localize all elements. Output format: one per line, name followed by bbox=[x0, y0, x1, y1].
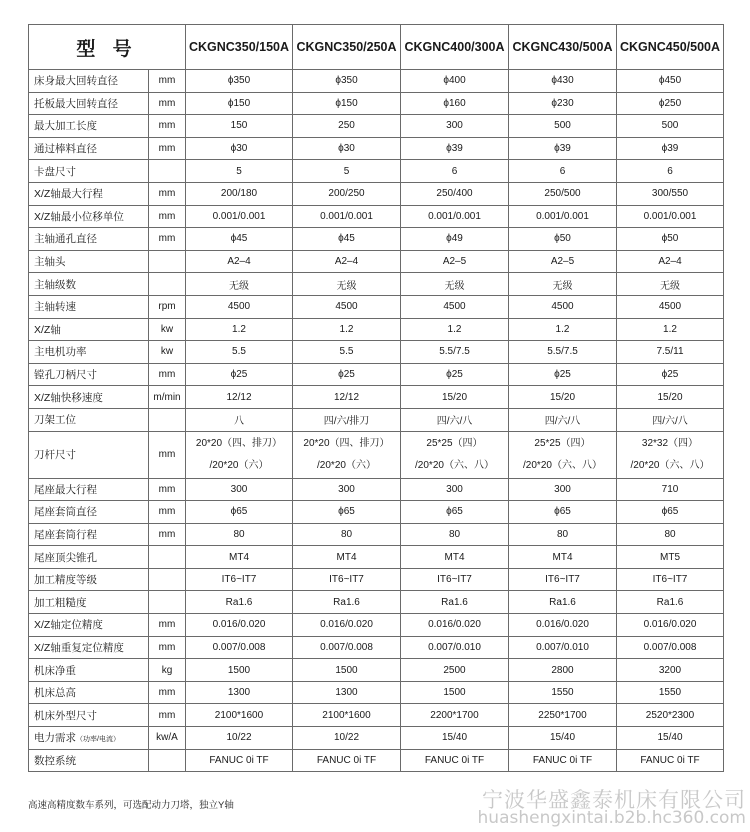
value-cell: Ra1.6 bbox=[617, 591, 724, 614]
param-label bbox=[29, 160, 149, 183]
value-cell: 0.001/0.001 bbox=[186, 205, 293, 228]
model-header: CKGNC400/300A bbox=[401, 25, 509, 70]
table-row bbox=[29, 273, 724, 296]
table-row bbox=[29, 546, 724, 569]
value-cell: ϕ25 bbox=[401, 363, 509, 386]
unit-cell: mm bbox=[149, 363, 186, 386]
value-cell: ϕ49 bbox=[401, 228, 509, 251]
unit-cell bbox=[149, 749, 186, 772]
param-text: 尾座套筒行程 bbox=[34, 528, 97, 541]
unit-cell: mm bbox=[149, 501, 186, 524]
value-cell: ϕ25 bbox=[186, 363, 293, 386]
value-cell: 1300 bbox=[293, 681, 401, 704]
value-cell: 4500 bbox=[186, 295, 293, 318]
value-cell: 5 bbox=[186, 160, 293, 183]
value-cell: IT6~IT7 bbox=[617, 568, 724, 591]
unit-cell: kw/A bbox=[149, 727, 186, 750]
spec-table bbox=[28, 24, 724, 772]
unit-cell: kw bbox=[149, 318, 186, 341]
param-label bbox=[29, 341, 149, 364]
value-cell: ϕ30 bbox=[293, 137, 401, 160]
value-cell: A2–4 bbox=[617, 250, 724, 273]
value-cell: ϕ39 bbox=[401, 137, 509, 160]
value-cell bbox=[293, 431, 401, 478]
table-row bbox=[29, 205, 724, 228]
value-cell: 5.5 bbox=[186, 341, 293, 364]
param-label bbox=[29, 614, 149, 637]
value-cell: 无级 bbox=[401, 273, 509, 296]
unit-cell bbox=[149, 408, 186, 431]
unit-cell bbox=[149, 591, 186, 614]
value-cell: 无级 bbox=[293, 273, 401, 296]
value-cell: 500 bbox=[509, 115, 617, 138]
value-cell: 15/40 bbox=[617, 727, 724, 750]
param-label bbox=[29, 408, 149, 431]
table-row bbox=[29, 704, 724, 727]
value-cell: 2100*1600 bbox=[293, 704, 401, 727]
value-cell: 5.5/7.5 bbox=[509, 341, 617, 364]
table-row bbox=[29, 363, 724, 386]
param-label bbox=[29, 659, 149, 682]
value-cell: ϕ65 bbox=[186, 501, 293, 524]
param-text: 尾座顶尖锥孔 bbox=[34, 551, 97, 564]
table-row bbox=[29, 250, 724, 273]
value-cell: ϕ400 bbox=[401, 70, 509, 93]
value-cell: 无级 bbox=[617, 273, 724, 296]
value-cell: 无级 bbox=[186, 273, 293, 296]
param-label bbox=[29, 182, 149, 205]
value-cell: MT4 bbox=[509, 546, 617, 569]
value-cell: 80 bbox=[293, 523, 401, 546]
value-cell bbox=[401, 431, 509, 478]
param-text: 刀杆尺寸 bbox=[34, 448, 76, 461]
value-cell: 0.007/0.008 bbox=[186, 636, 293, 659]
param-label bbox=[29, 636, 149, 659]
value-line: /20*20（六） bbox=[209, 459, 269, 471]
value-line: /20*20（六、八） bbox=[523, 459, 602, 471]
value-cell: Ra1.6 bbox=[186, 591, 293, 614]
value-cell: ϕ250 bbox=[617, 92, 724, 115]
param-text: 主轴通孔直径 bbox=[34, 233, 97, 246]
value-cell: 4500 bbox=[293, 295, 401, 318]
value-cell: ϕ450 bbox=[617, 70, 724, 93]
param-label bbox=[29, 568, 149, 591]
table-row bbox=[29, 386, 724, 409]
value-cell: 0.007/0.010 bbox=[509, 636, 617, 659]
param-label bbox=[29, 749, 149, 772]
value-cell: 3200 bbox=[617, 659, 724, 682]
table-row bbox=[29, 228, 724, 251]
value-cell: 4500 bbox=[509, 295, 617, 318]
value-cell: 15/40 bbox=[509, 727, 617, 750]
value-cell bbox=[186, 431, 293, 478]
value-cell: 1500 bbox=[293, 659, 401, 682]
value-line: 20*20（四、排刀） bbox=[303, 437, 390, 449]
param-text: 最大加工长度 bbox=[34, 120, 97, 133]
value-cell bbox=[617, 431, 724, 478]
value-cell: 300 bbox=[401, 478, 509, 501]
table-row bbox=[29, 749, 724, 772]
value-cell: 2500 bbox=[401, 659, 509, 682]
value-cell: ϕ25 bbox=[509, 363, 617, 386]
unit-cell bbox=[149, 546, 186, 569]
value-cell: 200/250 bbox=[293, 182, 401, 205]
param-text: 托板最大回转直径 bbox=[34, 97, 118, 110]
value-cell: 80 bbox=[617, 523, 724, 546]
value-cell: IT6~IT7 bbox=[509, 568, 617, 591]
unit-cell: m/min bbox=[149, 386, 186, 409]
value-cell: 2250*1700 bbox=[509, 704, 617, 727]
table-row bbox=[29, 568, 724, 591]
param-label bbox=[29, 318, 149, 341]
param-label bbox=[29, 250, 149, 273]
unit-cell: mm bbox=[149, 478, 186, 501]
value-cell: 710 bbox=[617, 478, 724, 501]
param-text: X/Z轴定位精度 bbox=[34, 619, 103, 632]
value-cell: 0.016/0.020 bbox=[617, 614, 724, 637]
param-text: 通过棒料直径 bbox=[34, 143, 97, 156]
table-row bbox=[29, 614, 724, 637]
value-cell: 0.001/0.001 bbox=[293, 205, 401, 228]
model-header: CKGNC430/500A bbox=[509, 25, 617, 70]
table-row bbox=[29, 681, 724, 704]
unit-cell: mm bbox=[149, 92, 186, 115]
param-label bbox=[29, 727, 149, 750]
model-header: CKGNC450/500A bbox=[617, 25, 724, 70]
watermark-company: 宁波华盛鑫泰机床有限公司 bbox=[482, 788, 746, 812]
param-text: 尾座最大行程 bbox=[34, 483, 97, 496]
param-text: X/Z轴最大行程 bbox=[34, 188, 103, 201]
table-row bbox=[29, 659, 724, 682]
value-cell: MT4 bbox=[293, 546, 401, 569]
value-cell: ϕ50 bbox=[509, 228, 617, 251]
param-label bbox=[29, 273, 149, 296]
value-cell: FANUC 0i TF bbox=[293, 749, 401, 772]
param-text: X/Z轴快移速度 bbox=[34, 391, 103, 404]
value-cell: 250/400 bbox=[401, 182, 509, 205]
unit-cell bbox=[149, 273, 186, 296]
value-cell: 15/20 bbox=[509, 386, 617, 409]
value-cell: 15/20 bbox=[401, 386, 509, 409]
value-cell: ϕ39 bbox=[617, 137, 724, 160]
value-cell: ϕ65 bbox=[617, 501, 724, 524]
value-cell: ϕ65 bbox=[509, 501, 617, 524]
value-cell: 1500 bbox=[186, 659, 293, 682]
value-cell: 5 bbox=[293, 160, 401, 183]
value-cell: 2200*1700 bbox=[401, 704, 509, 727]
value-line: /20*20（六、八） bbox=[630, 459, 710, 471]
value-cell: 15/40 bbox=[401, 727, 509, 750]
table-row bbox=[29, 137, 724, 160]
table-row bbox=[29, 727, 724, 750]
param-label bbox=[29, 591, 149, 614]
value-line: 25*25（四） bbox=[534, 437, 591, 449]
param-text: 电力需求 bbox=[34, 732, 76, 745]
param-text: 机床总高 bbox=[34, 687, 76, 700]
value-cell: 5.5/7.5 bbox=[401, 341, 509, 364]
value-cell: ϕ160 bbox=[401, 92, 509, 115]
value-cell: FANUC 0i TF bbox=[186, 749, 293, 772]
value-cell: FANUC 0i TF bbox=[509, 749, 617, 772]
unit-cell: kw bbox=[149, 341, 186, 364]
model-header: CKGNC350/150A bbox=[186, 25, 293, 70]
value-cell: ϕ25 bbox=[293, 363, 401, 386]
value-line: 20*20（四、排刀） bbox=[195, 437, 283, 449]
table-row bbox=[29, 92, 724, 115]
value-cell: 1.2 bbox=[617, 318, 724, 341]
param-label bbox=[29, 523, 149, 546]
value-cell: IT6~IT7 bbox=[186, 568, 293, 591]
value-cell: 300 bbox=[293, 478, 401, 501]
value-cell: 15/20 bbox=[617, 386, 724, 409]
value-cell: 无级 bbox=[509, 273, 617, 296]
unit-cell: mm bbox=[149, 523, 186, 546]
value-cell: 12/12 bbox=[186, 386, 293, 409]
value-cell: 0.016/0.020 bbox=[293, 614, 401, 637]
header-row bbox=[29, 25, 724, 70]
value-cell: 12/12 bbox=[293, 386, 401, 409]
value-cell: 1300 bbox=[186, 681, 293, 704]
table-row bbox=[29, 636, 724, 659]
value-cell: 80 bbox=[186, 523, 293, 546]
value-cell: 八 bbox=[186, 408, 293, 431]
table-row bbox=[29, 523, 724, 546]
value-cell: ϕ65 bbox=[401, 501, 509, 524]
unit-cell: mm bbox=[149, 614, 186, 637]
value-cell: A2–5 bbox=[509, 250, 617, 273]
param-label bbox=[29, 92, 149, 115]
value-cell: 四/六/八 bbox=[617, 408, 724, 431]
model-header: CKGNC350/250A bbox=[293, 25, 401, 70]
table-row bbox=[29, 408, 724, 431]
table-row bbox=[29, 501, 724, 524]
param-label bbox=[29, 228, 149, 251]
value-cell: 1550 bbox=[509, 681, 617, 704]
value-cell: 6 bbox=[509, 160, 617, 183]
table-row bbox=[29, 115, 724, 138]
unit-cell bbox=[149, 568, 186, 591]
value-cell: 4500 bbox=[401, 295, 509, 318]
value-line: /20*20（六、八） bbox=[415, 459, 494, 471]
table-row bbox=[29, 182, 724, 205]
param-text: 加工精度等级 bbox=[34, 574, 97, 587]
value-cell: ϕ45 bbox=[293, 228, 401, 251]
value-cell: 80 bbox=[401, 523, 509, 546]
param-label bbox=[29, 704, 149, 727]
param-label bbox=[29, 681, 149, 704]
value-cell: 2100*1600 bbox=[186, 704, 293, 727]
value-cell bbox=[509, 431, 617, 478]
value-cell: 300 bbox=[186, 478, 293, 501]
value-cell: 0.001/0.001 bbox=[401, 205, 509, 228]
value-cell: ϕ350 bbox=[186, 70, 293, 93]
param-text: 主电机功率 bbox=[34, 346, 87, 359]
value-cell: 200/180 bbox=[186, 182, 293, 205]
watermark-url: huashengxintai.b2b.hc360.com bbox=[477, 808, 746, 828]
unit-cell: mm bbox=[149, 137, 186, 160]
value-cell: 0.007/0.008 bbox=[617, 636, 724, 659]
value-cell: 0.016/0.020 bbox=[186, 614, 293, 637]
table-row bbox=[29, 70, 724, 93]
value-cell: A2–4 bbox=[293, 250, 401, 273]
value-cell: Ra1.6 bbox=[509, 591, 617, 614]
unit-cell bbox=[149, 160, 186, 183]
param-label bbox=[29, 431, 149, 478]
param-text: 机床净重 bbox=[34, 664, 76, 677]
value-cell: ϕ45 bbox=[186, 228, 293, 251]
value-cell: IT6~IT7 bbox=[401, 568, 509, 591]
value-cell: ϕ150 bbox=[186, 92, 293, 115]
param-text: 尾座套筒直径 bbox=[34, 506, 97, 519]
value-cell: ϕ430 bbox=[509, 70, 617, 93]
value-cell: 10/22 bbox=[186, 727, 293, 750]
unit-cell: mm bbox=[149, 205, 186, 228]
table-row bbox=[29, 478, 724, 501]
param-text: 刀架工位 bbox=[34, 414, 76, 427]
value-cell: 7.5/11 bbox=[617, 341, 724, 364]
table-row bbox=[29, 160, 724, 183]
param-text: 机床外型尺寸 bbox=[34, 709, 97, 722]
value-cell: 2520*2300 bbox=[617, 704, 724, 727]
value-cell: 4500 bbox=[617, 295, 724, 318]
param-label bbox=[29, 137, 149, 160]
value-line: 32*32（四） bbox=[641, 437, 699, 449]
unit-cell: mm bbox=[149, 115, 186, 138]
param-label bbox=[29, 295, 149, 318]
value-cell: 6 bbox=[617, 160, 724, 183]
param-subtext: （功率/电流） bbox=[76, 736, 120, 744]
spec-body bbox=[29, 70, 724, 772]
unit-cell: mm bbox=[149, 704, 186, 727]
param-text: 主轴头 bbox=[34, 256, 66, 269]
param-text: 数控系统 bbox=[34, 754, 76, 767]
table-row bbox=[29, 341, 724, 364]
value-cell: ϕ30 bbox=[186, 137, 293, 160]
table-row bbox=[29, 591, 724, 614]
value-cell: ϕ350 bbox=[293, 70, 401, 93]
param-text: 床身最大回转直径 bbox=[34, 75, 118, 88]
value-cell: 四/六/八 bbox=[509, 408, 617, 431]
value-cell: 150 bbox=[186, 115, 293, 138]
unit-cell: kg bbox=[149, 659, 186, 682]
value-cell: ϕ39 bbox=[509, 137, 617, 160]
value-cell: 500 bbox=[617, 115, 724, 138]
value-cell: 300 bbox=[509, 478, 617, 501]
value-cell: IT6~IT7 bbox=[293, 568, 401, 591]
value-cell: 1.2 bbox=[401, 318, 509, 341]
footer-note: 高速高精度数车系列，可选配动力刀塔，独立Y轴 bbox=[28, 800, 234, 811]
value-cell: 0.007/0.010 bbox=[401, 636, 509, 659]
value-cell: ϕ65 bbox=[293, 501, 401, 524]
value-cell: 300 bbox=[401, 115, 509, 138]
value-cell: 80 bbox=[509, 523, 617, 546]
value-cell: A2–4 bbox=[186, 250, 293, 273]
value-cell: 0.001/0.001 bbox=[617, 205, 724, 228]
value-cell: FANUC 0i TF bbox=[401, 749, 509, 772]
value-cell: 1.2 bbox=[293, 318, 401, 341]
value-cell: FANUC 0i TF bbox=[617, 749, 724, 772]
param-label bbox=[29, 501, 149, 524]
param-text: 加工粗糙度 bbox=[34, 596, 87, 609]
value-cell: 1550 bbox=[617, 681, 724, 704]
unit-cell: mm bbox=[149, 681, 186, 704]
value-cell: 5.5 bbox=[293, 341, 401, 364]
table-title: 型 号 bbox=[29, 25, 186, 70]
param-text: X/Z轴 bbox=[34, 323, 61, 336]
value-cell: 10/22 bbox=[293, 727, 401, 750]
value-cell: ϕ50 bbox=[617, 228, 724, 251]
param-label bbox=[29, 70, 149, 93]
value-cell: Ra1.6 bbox=[293, 591, 401, 614]
value-cell: 250/500 bbox=[509, 182, 617, 205]
value-cell: 四/六/八 bbox=[401, 408, 509, 431]
table-row bbox=[29, 431, 724, 478]
param-label bbox=[29, 478, 149, 501]
value-cell: 0.001/0.001 bbox=[509, 205, 617, 228]
value-cell: MT4 bbox=[186, 546, 293, 569]
param-text: 卡盘尺寸 bbox=[34, 165, 76, 178]
value-cell: 6 bbox=[401, 160, 509, 183]
value-cell: 四/六/排刀 bbox=[293, 408, 401, 431]
value-cell: 2800 bbox=[509, 659, 617, 682]
param-label bbox=[29, 205, 149, 228]
param-text: X/Z轴最小位移单位 bbox=[34, 210, 124, 223]
unit-cell: rpm bbox=[149, 295, 186, 318]
value-cell: MT5 bbox=[617, 546, 724, 569]
value-cell: ϕ150 bbox=[293, 92, 401, 115]
param-label bbox=[29, 363, 149, 386]
value-cell: 250 bbox=[293, 115, 401, 138]
value-cell: 1500 bbox=[401, 681, 509, 704]
value-cell: 300/550 bbox=[617, 182, 724, 205]
unit-cell: mm bbox=[149, 70, 186, 93]
value-cell: 1.2 bbox=[509, 318, 617, 341]
unit-cell: mm bbox=[149, 431, 186, 478]
value-cell: ϕ25 bbox=[617, 363, 724, 386]
value-cell: A2–5 bbox=[401, 250, 509, 273]
value-cell: Ra1.6 bbox=[401, 591, 509, 614]
param-text: 主轴级数 bbox=[34, 278, 76, 291]
value-cell: 1.2 bbox=[186, 318, 293, 341]
unit-cell: mm bbox=[149, 228, 186, 251]
value-line: /20*20（六） bbox=[317, 459, 376, 471]
table-row bbox=[29, 318, 724, 341]
param-label bbox=[29, 386, 149, 409]
unit-cell bbox=[149, 250, 186, 273]
param-text: X/Z轴重复定位精度 bbox=[34, 641, 124, 654]
value-cell: MT4 bbox=[401, 546, 509, 569]
value-line: 25*25（四） bbox=[426, 437, 483, 449]
param-label bbox=[29, 546, 149, 569]
value-cell: 0.016/0.020 bbox=[509, 614, 617, 637]
value-cell: 0.016/0.020 bbox=[401, 614, 509, 637]
param-text: 主轴转速 bbox=[34, 301, 76, 314]
unit-cell: mm bbox=[149, 636, 186, 659]
table-row bbox=[29, 295, 724, 318]
param-label bbox=[29, 115, 149, 138]
value-cell: 0.007/0.008 bbox=[293, 636, 401, 659]
param-text: 镗孔刀柄尺寸 bbox=[34, 369, 97, 382]
value-cell: ϕ230 bbox=[509, 92, 617, 115]
unit-cell: mm bbox=[149, 182, 186, 205]
